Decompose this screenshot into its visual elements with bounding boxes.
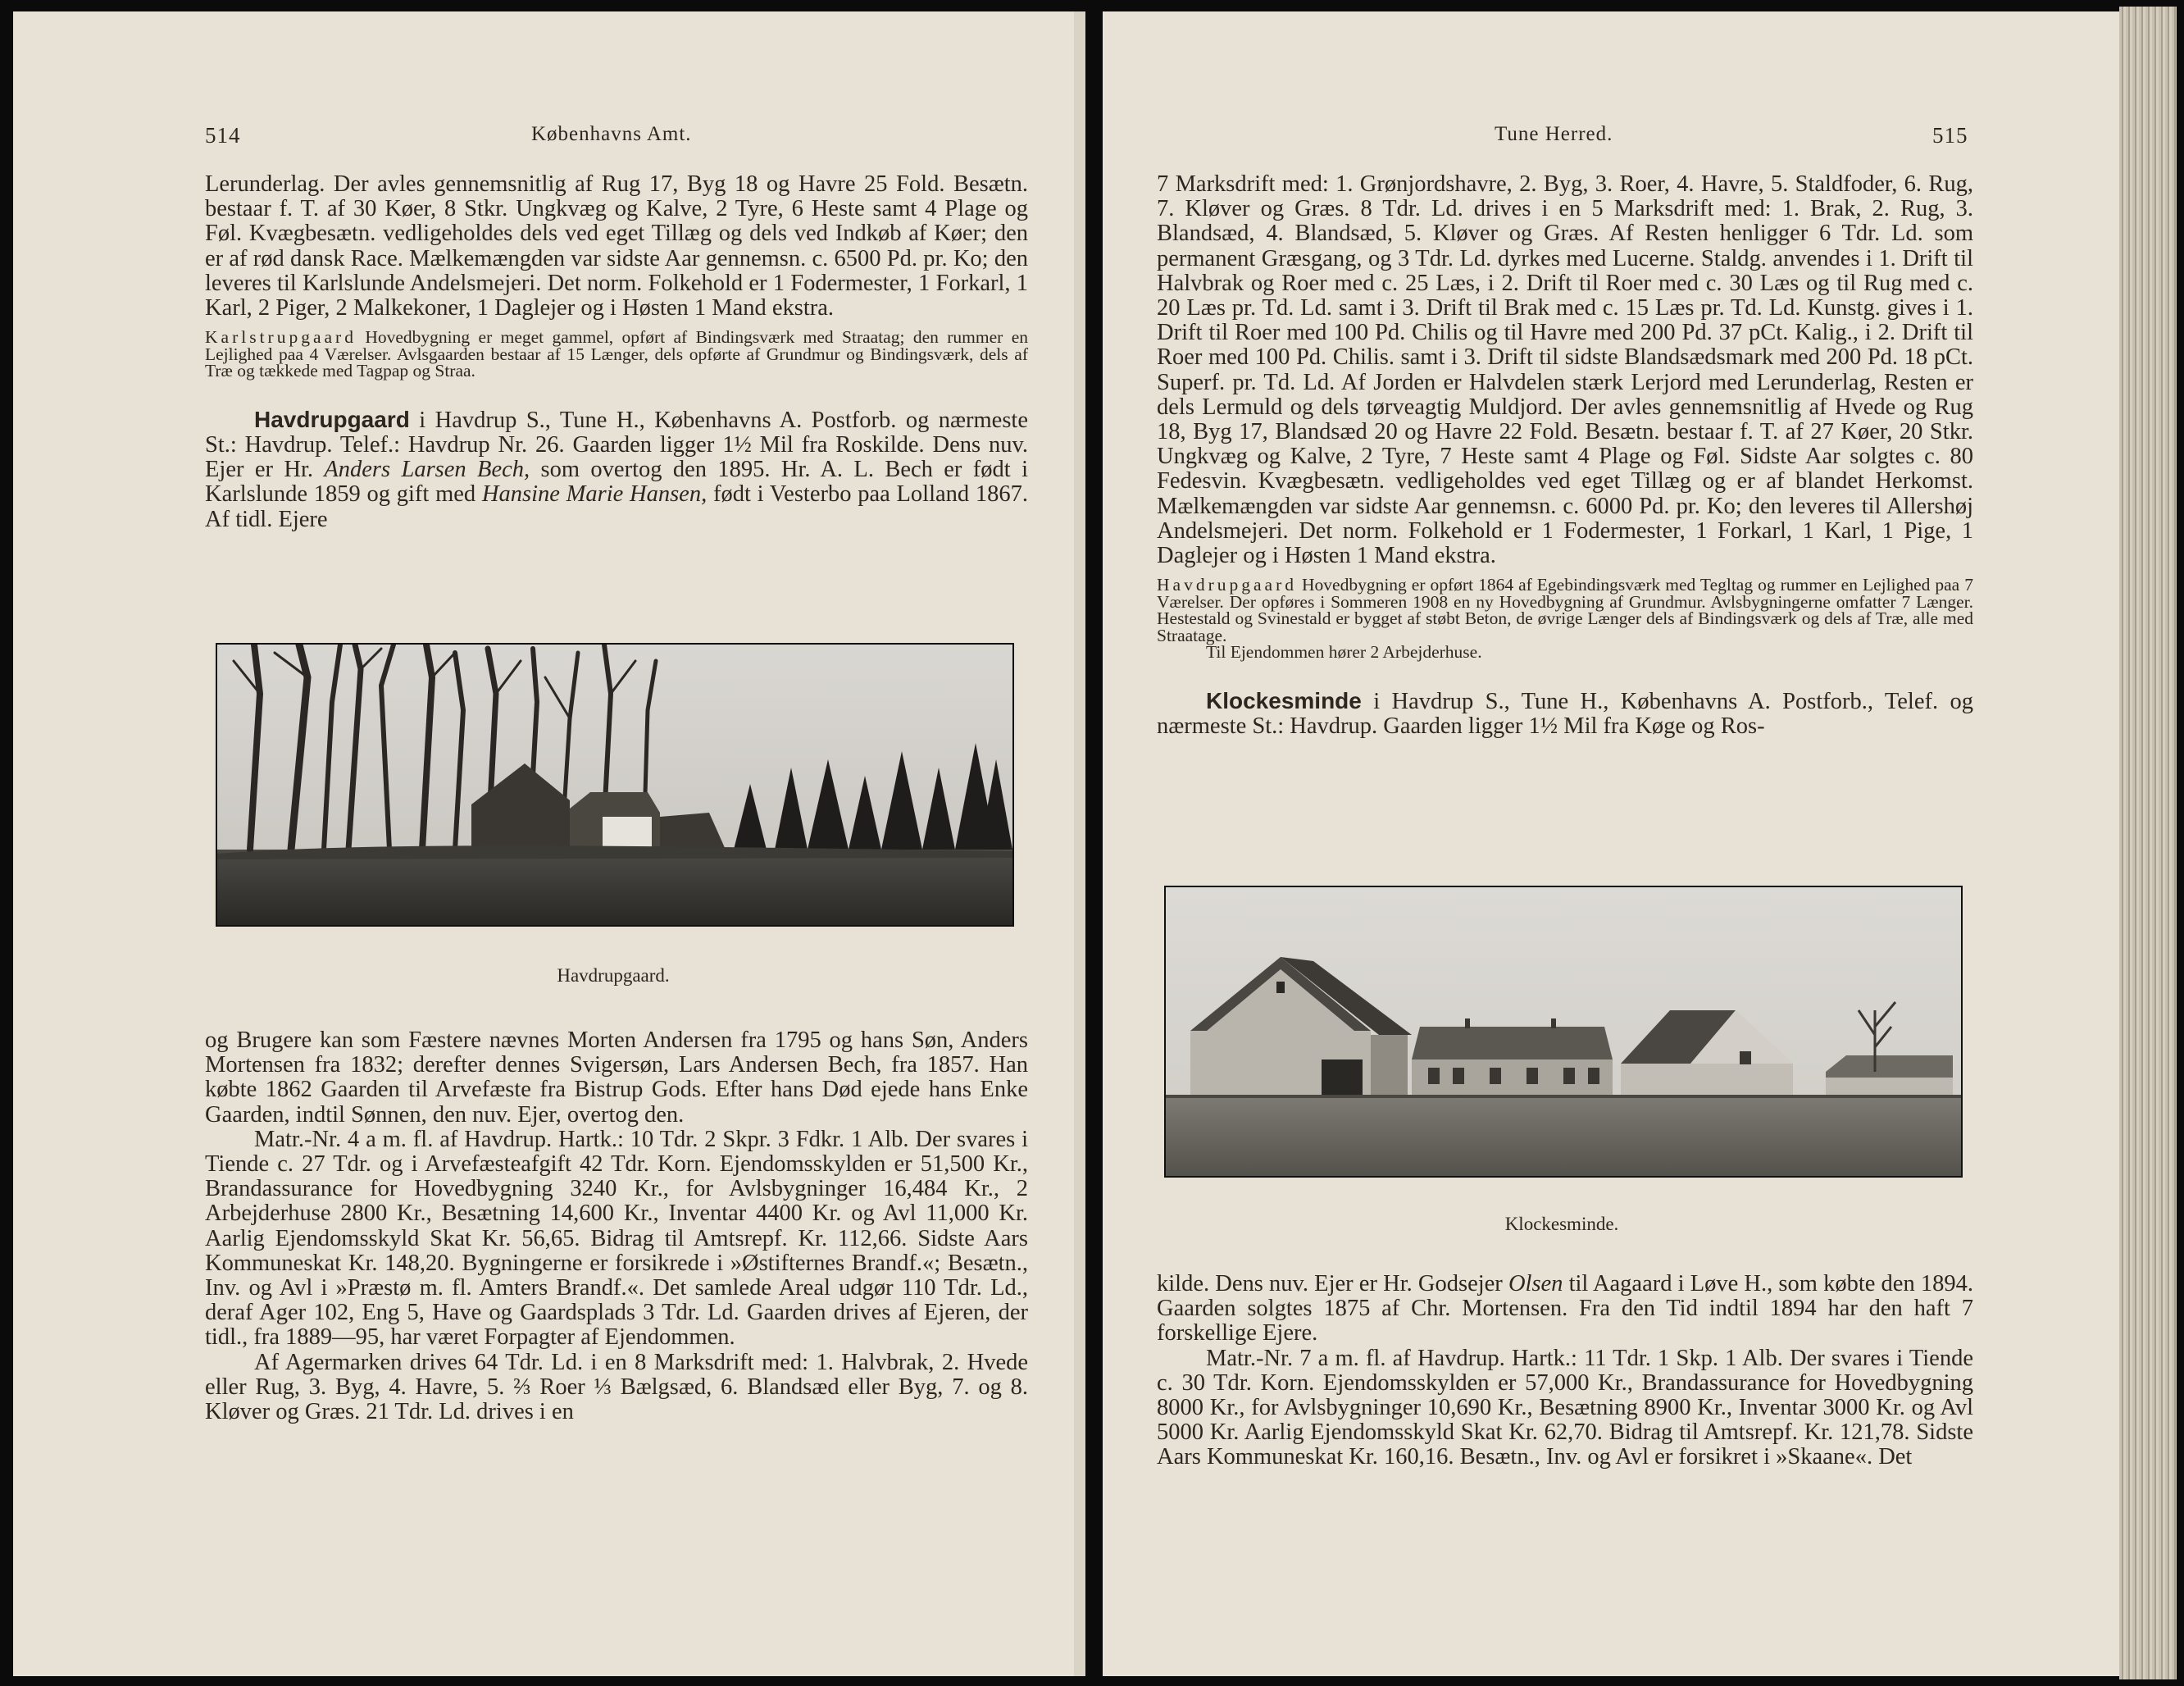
book-page-edges xyxy=(2119,7,2177,1679)
paragraph: Matr.-Nr. 4 a m. fl. af Havdrup. Hartk.: 10 Tdr. 2 Skpr. 3 Fdkr. 1 Alb. Der svares i Tiende c. 27 Tdr. og i Arvefæsteafgift 42 Tdr. Korn. Ejendomsskylden er 51,500 Kr., Brandassurance for Hovedbygning 3240 Kr., for Avlsbygninger 16,484 Kr., 2 Arbejderhuse 2800 Kr., Besætning 14,600 Kr., Inventar 4400 Kr. og Avl 11,000 Kr. Aarlig Ejendomsskyld Skat Kr. 56,65. Bidrag til Amtsrepf. Kr. 112,66. Sidste Aars Kommuneskat Kr. 148,20. Bygningerne er forsikrede i »Østifternes Brandf.«; Besætn., Inv. og Avl i »Præstø m. fl. Amters Brandf.«. Det samlede Areal udgør 110 Tdr. Ld., deraf Ager 102, Eng 5, Have og Gaardsplads 3 Tdr. Ld. Gaarden drives af Ejeren, der tidl., fra 1889—95, har været Forpagter af Ejendommen. xyxy=(205,1126,1028,1351)
entry-title: Havdrupgaard xyxy=(254,406,410,432)
paragraph xyxy=(1157,1272,1973,1347)
left-text-bottom xyxy=(205,1028,1028,1424)
entry-havdrupgaard xyxy=(205,408,1028,532)
entry-text: født i Vesterbo paa Lolland 1867. Af tidl. Ejere xyxy=(205,481,1029,532)
left-page xyxy=(13,11,1085,1676)
right-page xyxy=(1103,11,2119,1676)
owner-name: Anders Larsen Bech, xyxy=(324,457,530,483)
page-number-right: 515 xyxy=(1932,123,1968,148)
photo-caption-klockesminde: Klockesminde. xyxy=(1504,1214,1619,1234)
entry-klockesminde xyxy=(1157,689,1973,739)
note-text: Hovedbygning er meget gammel, opført af Bindingsværk med Straatag; den rummer en Lejlighed paa 4 Værelser. Avlsgaarden bestaar af 15 Længer, dels opførte af Grundmur og Bindingsværk, dels af Træ og tækkede med Tagpap og Straa. xyxy=(205,327,1028,381)
note-text: Hovedbygning er opført 1864 af Egebindingsværk med Tegltag og rummer en Lejlighed paa 7 Værelser. Der opføres i Sommeren 1908 en ny Hovedbygning af Grundmur. Avlsbygningerne omfatter 7 Længer. Hestestald og Svinestald er bygget af støbt Beton, de øvrige Længer dels af Bindingsværk og dels af Træ, alle med Straatage. xyxy=(1157,575,1973,645)
entry-text: i Havdrup S., Tune H., Københavns A. Postforb., Telef. og nærmeste St.: Havdrup. Gaarden ligger 1½ Mil fra Køge og Ros- xyxy=(1157,688,1973,739)
left-text-top xyxy=(205,172,1028,532)
paragraph-text: til Aagaard i Løve H., som købte den 1894. Gaarden solgtes 1875 af Chr. Mortensen. Fra den Tid indtil 1894 har den haft 7 forskellige Ejere. xyxy=(1157,1271,1973,1347)
building-note xyxy=(1157,576,1973,644)
note-lead: Havdrupgaard xyxy=(1157,575,1297,595)
paragraph: Matr.-Nr. 7 a m. fl. af Havdrup. Hartk.: 11 Tdr. 1 Skp. 1 Alb. Der svares i Tiende c. 30 Tdr. Korn. Ejendomsskylden er 57,000 Kr., Brandassurance for Hovedbygning 8000 Kr., for Avlsbygninger 10,690 Kr., Besætning 8900 Kr., Inventar 3000 Kr. og Avl 5000 Kr. Aarlig Ejendomsskyld Skat Kr. 62,70. Bidrag til Amtsrepf. Kr. 121,78. Sidste Aars Kommuneskat Kr. 160,16. Besætn., Inv. og Avl er forsikret i »Skaane«. Det xyxy=(1157,1345,1973,1470)
wife-name: Hansine Marie Hansen, xyxy=(481,481,708,508)
entry-title: Klockesminde xyxy=(1206,687,1362,713)
klockesminde-photo-image xyxy=(1166,887,1961,1176)
note-lead: Karlstrupgaard xyxy=(205,327,357,348)
running-head-right: Tune Herred. xyxy=(1495,123,1613,145)
owner-name: Olsen xyxy=(1508,1271,1563,1296)
havdrupgaard-photo-image xyxy=(217,645,1012,925)
paragraph-text: kilde. Dens nuv. Ejer er Hr. Godsejer xyxy=(1157,1271,1508,1296)
page-number-left: 514 xyxy=(205,123,241,148)
klockesminde-photo xyxy=(1164,886,1963,1178)
paragraph: 7 Marksdrift med: 1. Grønjordshavre, 2. Byg, 3. Roer, 4. Havre, 5. Staldfoder, 6. Rug, 7. Kløver og Græs. 8 Tdr. Ld. drives i en 5 Marksdrift med: 1. Brak, 2. Rug, 3. Blandsæd, 4. Blandsæd, 5. Kløver og Græs. Af Resten henligger 6 Tdr. Ld. som permanent Græsgang, og 3 Tdr. Ld. dyrkes med Lucerne. Staldg. anvendes i 1. Drift til Halvbrak og Roer med c. 25 Læs, i 2. Drift til Roer med c. 30 Læs og til Rug med c. 20 Læs pr. Td. Ld. samt i 3. Drift til Brak med c. 15 Læs pr. Td. Ld. Kunstg. gives i 1. Drift til Roer med 100 Pd. Chilis og til Havre med 200 Pd. 37 pCt. Kalig., i 2. Drift til Roer med 100 Pd. Chilis. samt i 3. Drift til sidste Blandsædsmark med 200 Pd. 18 pCt. Superf. pr. Td. Ld. Af Jorden er Halvdelen stærk Lerjord med Lerunderlag, Resten er dels Lermuld og dels tørveagtig Muldjord. Der avles gennemsnitlig af Hvede og Rug 18, Byg 17, Blandsæd 20 og Havre 22 Fold. Besætn. bestaar f. T. af 27 Køer, 20 Stkr. Ungkvæg og Kalve, 2 Tyre, 7 Heste samt 4 Plage og Føl. Sidste Aar solgtes c. 80 Fedesvin. Kvægbesætn. vedligeholdes ved eget Tillæg og er af blandet Herkomst. Mælkemængden var sidste Aar gennemsn. c. 6000 Pd. pr. Ko; den leveres til Allershøj Andelsmejeri. Det norm. Folkehold er 1 Fodermester, 1 Forkarl, 1 Karl, 1 Pige, 1 Daglejer og i Høsten 1 Mand ekstra. xyxy=(1157,171,1973,569)
entry-text: som overtog den 1895. Hr. A. L. Bech er født i Karlslunde 1859 og gift med xyxy=(205,457,1028,508)
building-note-2: Til Ejendommen hører 2 Arbejderhuse. xyxy=(1206,642,1482,663)
running-head-left: Københavns Amt. xyxy=(531,123,692,145)
havdrupgaard-photo xyxy=(216,643,1014,927)
paragraph: og Brugere kan som Fæstere nævnes Morten Andersen fra 1795 og hans Søn, Anders Mortensen fra 1832; derefter dennes Svigersøn, Lars Andersen Bech, fra 1857. Han købte 1862 Gaarden til Arvefæste fra Bistrup Gods. Efter hans Død ejede hans Enke Gaarden, indtil Sønnen, den nuv. Ejer, overtog den. xyxy=(205,1028,1028,1128)
building-note xyxy=(205,329,1028,380)
photo-caption-havdrupgaard: Havdrupgaard. xyxy=(557,965,670,986)
right-text-bottom xyxy=(1157,1272,1973,1470)
entry-text: i Havdrup S., Tune H., Københavns A. Postforb. og nærmeste St.: Havdrup. Telef.: Havdrup Nr. 26. Gaarden ligger 1½ Mil fra Roskilde. Dens nuv. Ejer er Hr. xyxy=(205,407,1028,483)
paragraph: Af Agermarken drives 64 Tdr. Ld. i en 8 Marksdrift med: 1. Halvbrak, 2. Hvede eller Rug, 3. Byg, 4. Havre, 5. ⅔ Roer ⅓ Bælgsæd, 6. Blandsæd eller Byg, 7. og 8. Kløver og Græs. 21 Tdr. Ld. drives i en xyxy=(205,1349,1028,1425)
right-text-top xyxy=(1157,172,1973,739)
paragraph: Lerunderlag. Der avles gennemsnitlig af Rug 17, Byg 18 og Havre 25 Fold. Besætn. bestaar f. T. af 30 Køer, 8 Stkr. Ungkvæg og Kalve, 2 Tyre, 6 Heste samt 4 Plage og Føl. Kvægbesætn. vedligeholdes dels ved eget Tillæg og dels ved Indkøb af Køer; den er af rød dansk Race. Mælkemængden var sidste Aar gennemsn. c. 6500 Pd. pr. Ko; den leveres til Karlslunde Andelsmejeri. Det norm. Folkehold er 1 Fodermester, 1 Forkarl, 1 Karl, 2 Piger, 2 Malkekoner, 1 Daglejer og i Høsten 1 Mand ekstra. xyxy=(205,171,1028,321)
